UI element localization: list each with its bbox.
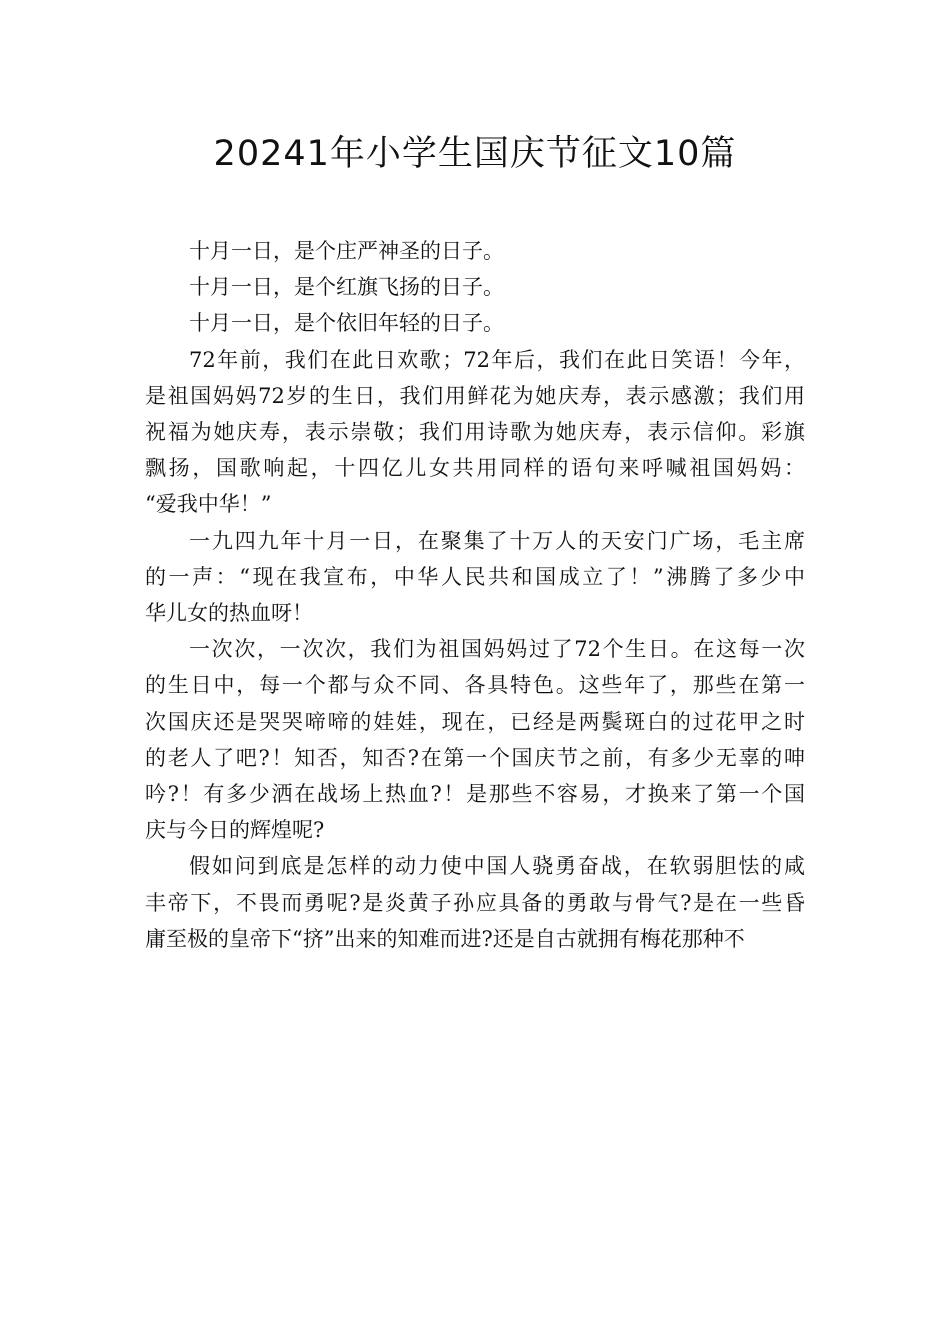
paragraph-line: 祝福为她庆寿，表示崇敬；我们用诗歌为她庆寿，表示信仰。彩旗 bbox=[145, 420, 805, 445]
paragraph-line: 十月一日，是个庄严神圣的日子。 bbox=[189, 239, 504, 263]
paragraph bbox=[145, 342, 805, 523]
paragraph bbox=[145, 631, 805, 848]
paragraph-line: 十月一日，是个红旗飞扬的日子。 bbox=[189, 275, 504, 300]
paragraph-line: 72年前，我们在此日欢歌；72年后，我们在此日笑语！今年， bbox=[189, 347, 805, 372]
paragraph-line: 华儿女的热血呀！ bbox=[145, 601, 313, 626]
paragraph-line: 吟?！有多少洒在战场上热血?！是那些不容易，才换来了第一个国 bbox=[145, 782, 805, 807]
paragraph-line: 的老人了吧?！知否，知否?在第一个国庆节之前，有多少无辜的呻 bbox=[145, 745, 805, 770]
paragraph-line: 一九四九年十月一日，在聚集了十万人的天安门广场，毛主席 bbox=[189, 528, 805, 553]
document-title: 20241年小学生国庆节征文10篇 bbox=[213, 134, 737, 174]
paragraph-line: 庸至极的皇帝下“挤”出来的知难而进?还是自古就拥有梅花那种不 bbox=[145, 926, 745, 951]
paragraph-line: 的生日中，每一个都与众不同、各具特色。这些年了，那些在第一 bbox=[145, 673, 805, 698]
paragraph bbox=[145, 269, 805, 305]
paragraph bbox=[145, 305, 805, 341]
paragraph-line: 假如问到底是怎样的动力使中国人骁勇奋战，在软弱胆怯的咸 bbox=[189, 854, 805, 879]
paragraph-line: “爱我中华！” bbox=[145, 492, 272, 517]
paragraph-line: 的一声：“现在我宣布，中华人民共和国成立了！”沸腾了多少中 bbox=[145, 564, 805, 589]
paragraph-line: 次国庆还是哭哭啼啼的娃娃，现在，已经是两鬓斑白的过花甲之时 bbox=[145, 709, 805, 734]
paragraph bbox=[145, 233, 805, 269]
paragraph bbox=[145, 848, 805, 957]
paragraph-line: 十月一日，是个依旧年轻的日子。 bbox=[189, 311, 504, 336]
paragraph-line: 庆与今日的辉煌呢? bbox=[145, 818, 325, 843]
paragraph-line: 是祖国妈妈72岁的生日，我们用鲜花为她庆寿，表示感激；我们用 bbox=[145, 383, 805, 408]
paragraph bbox=[145, 523, 805, 632]
paragraph-line: 飘扬，国歌响起，十四亿儿女共用同样的语句来呼喊祖国妈妈： bbox=[145, 456, 805, 481]
paragraph-line: 丰帝下，不畏而勇呢?是炎黄子孙应具备的勇敢与骨气?是在一些昏 bbox=[145, 890, 805, 915]
document-body bbox=[145, 233, 805, 957]
paragraph-line: 一次次，一次次，我们为祖国妈妈过了72个生日。在这每一次 bbox=[189, 637, 805, 662]
